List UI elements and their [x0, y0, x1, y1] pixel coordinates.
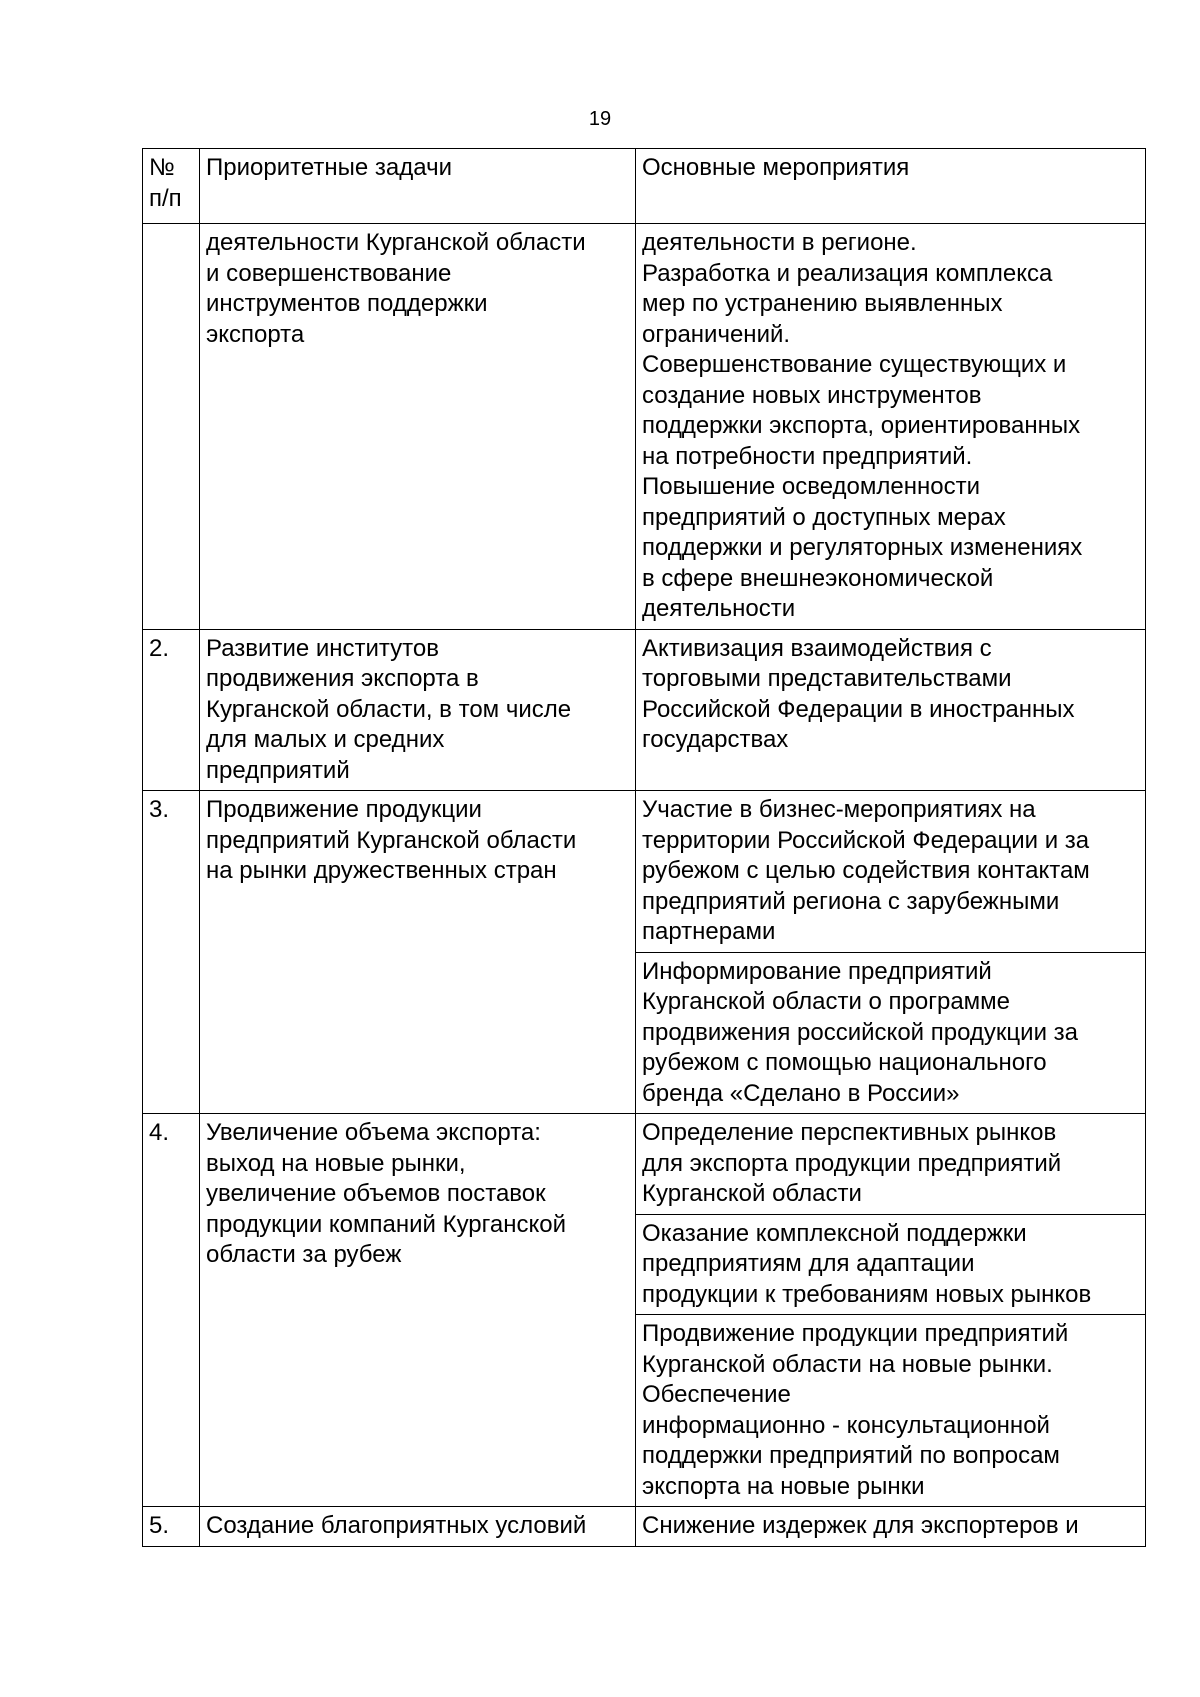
priority-task-line: экспорта	[206, 320, 305, 348]
priority-task-line: на рынки дружественных стран	[206, 857, 557, 884]
row-number: 3.	[143, 791, 200, 1114]
priority-task-line: деятельности Курганской области	[206, 229, 586, 256]
activity-cell	[636, 952, 1146, 1114]
activity-line: поддержки экспорта, ориентированных	[642, 412, 1081, 439]
activity-cell	[636, 1315, 1146, 1507]
priority-task-cell	[200, 1114, 636, 1507]
activity-line: Совершенствование существующих и	[642, 351, 1067, 378]
activity-line: создание новых инструментов	[642, 381, 982, 409]
priority-task-line: инструментов поддержки	[206, 290, 488, 317]
priority-task-line: увеличение объемов поставок	[206, 1180, 546, 1207]
activity-line: Активизация взаимодействия с	[642, 634, 992, 662]
activity-cell	[636, 1507, 1146, 1547]
activity-line: территории Российской Федерации и за	[642, 826, 1090, 854]
activity-line: Определение перспективных рынков	[642, 1119, 1057, 1146]
row-number: 4.	[143, 1114, 200, 1507]
activity-line: рубежом с целью содействия контактам	[642, 857, 1090, 884]
activity-cell	[636, 1214, 1146, 1315]
activity-cell	[636, 1114, 1146, 1215]
activity-line: деятельности	[642, 595, 796, 622]
activity-line: Курганской области о программе	[642, 988, 1011, 1015]
table-row	[143, 1114, 1146, 1215]
priority-task-cell	[200, 1507, 636, 1547]
table-body	[143, 224, 1146, 1547]
activity-line: информационно - консультационной	[642, 1411, 1050, 1439]
header-number	[143, 149, 200, 224]
activity-cell	[636, 224, 1146, 630]
priority-task-line: области за рубеж	[206, 1241, 402, 1268]
row-number: 5.	[143, 1507, 200, 1547]
priority-task-line: предприятий Курганской области	[206, 826, 577, 854]
row-number: 2.	[143, 629, 200, 791]
activity-line: предприятий региона с зарубежными	[642, 887, 1060, 915]
priority-task-line: предприятий	[206, 756, 350, 784]
table-header-row	[143, 149, 1146, 224]
activity-line: рубежом с помощью национального	[642, 1049, 1047, 1076]
activity-line: на потребности предприятий.	[642, 442, 973, 470]
activity-line: поддержки предприятий по вопросам	[642, 1442, 1060, 1469]
priority-task-line: продвижения экспорта в	[206, 665, 479, 692]
activity-cell	[636, 629, 1146, 791]
activity-line: Курганской области	[642, 1180, 862, 1207]
priority-task-line: Продвижение продукции	[206, 796, 482, 823]
priority-task-line: Увеличение объема экспорта:	[206, 1119, 541, 1146]
activity-line: мер по устранению выявленных	[642, 290, 1003, 317]
activity-line: государствах	[642, 726, 789, 753]
page-number: 19	[588, 108, 612, 130]
activity-cell	[636, 791, 1146, 953]
priority-task-line: для малых и средних	[206, 726, 445, 753]
activity-line: партнерами	[642, 918, 776, 945]
priority-task-line: выход на новые рынки,	[206, 1149, 466, 1177]
activity-line: Разработка и реализация комплекса	[642, 259, 1053, 287]
header-activities: Основные мероприятия	[636, 149, 1146, 224]
activity-line: бренда «Сделано в России»	[642, 1079, 960, 1107]
activity-line: Курганской области на новые рынки.	[642, 1350, 1053, 1378]
activity-line: экспорта на новые рынки	[642, 1472, 925, 1500]
table-row	[143, 791, 1146, 953]
priority-task-cell	[200, 224, 636, 630]
priority-task-line: Курганской области, в том числе	[206, 695, 572, 723]
priority-task-line: продукции компаний Курганской	[206, 1210, 566, 1238]
table-row	[143, 1507, 1146, 1547]
activity-line: для экспорта продукции предприятий	[642, 1149, 1062, 1177]
priority-task-line: Создание благоприятных условий	[206, 1512, 587, 1539]
activity-line: ограничений.	[642, 320, 791, 348]
priority-task-cell	[200, 791, 636, 1114]
activity-line: предприятий о доступных мерах	[642, 503, 1006, 531]
activity-line: торговыми представительствами	[642, 665, 1012, 692]
table-row	[143, 224, 1146, 630]
activity-line: поддержки и регуляторных изменениях	[642, 534, 1083, 561]
activity-line: Российской Федерации в иностранных	[642, 695, 1075, 723]
priority-task-cell	[200, 629, 636, 791]
activity-line: Повышение осведомленности	[642, 473, 980, 500]
table-row	[143, 629, 1146, 791]
activity-line: в сфере внешнеэкономической	[642, 564, 994, 592]
header-number-line: п/п	[149, 184, 182, 212]
header-number-line: №	[149, 154, 175, 181]
activity-line: Продвижение продукции предприятий	[642, 1320, 1069, 1347]
priority-tasks-table	[142, 148, 1146, 1547]
activity-line: Участие в бизнес-мероприятиях на	[642, 796, 1036, 823]
activity-line: Снижение издержек для экспортеров и	[642, 1512, 1079, 1539]
priority-task-line: и совершенствование	[206, 259, 452, 287]
activity-line: Оказание комплексной поддержки	[642, 1219, 1027, 1247]
priority-task-line: Развитие институтов	[206, 634, 440, 662]
row-number	[143, 224, 200, 630]
activity-line: предприятиям для адаптации	[642, 1250, 975, 1277]
activity-line: продвижения российской продукции за	[642, 1018, 1078, 1046]
activity-line: продукции к требованиям новых рынков	[642, 1280, 1092, 1308]
activity-line: Информирование предприятий	[642, 957, 992, 985]
header-tasks: Приоритетные задачи	[200, 149, 636, 224]
activity-line: Обеспечение	[642, 1381, 791, 1408]
activity-line: деятельности в регионе.	[642, 229, 917, 256]
